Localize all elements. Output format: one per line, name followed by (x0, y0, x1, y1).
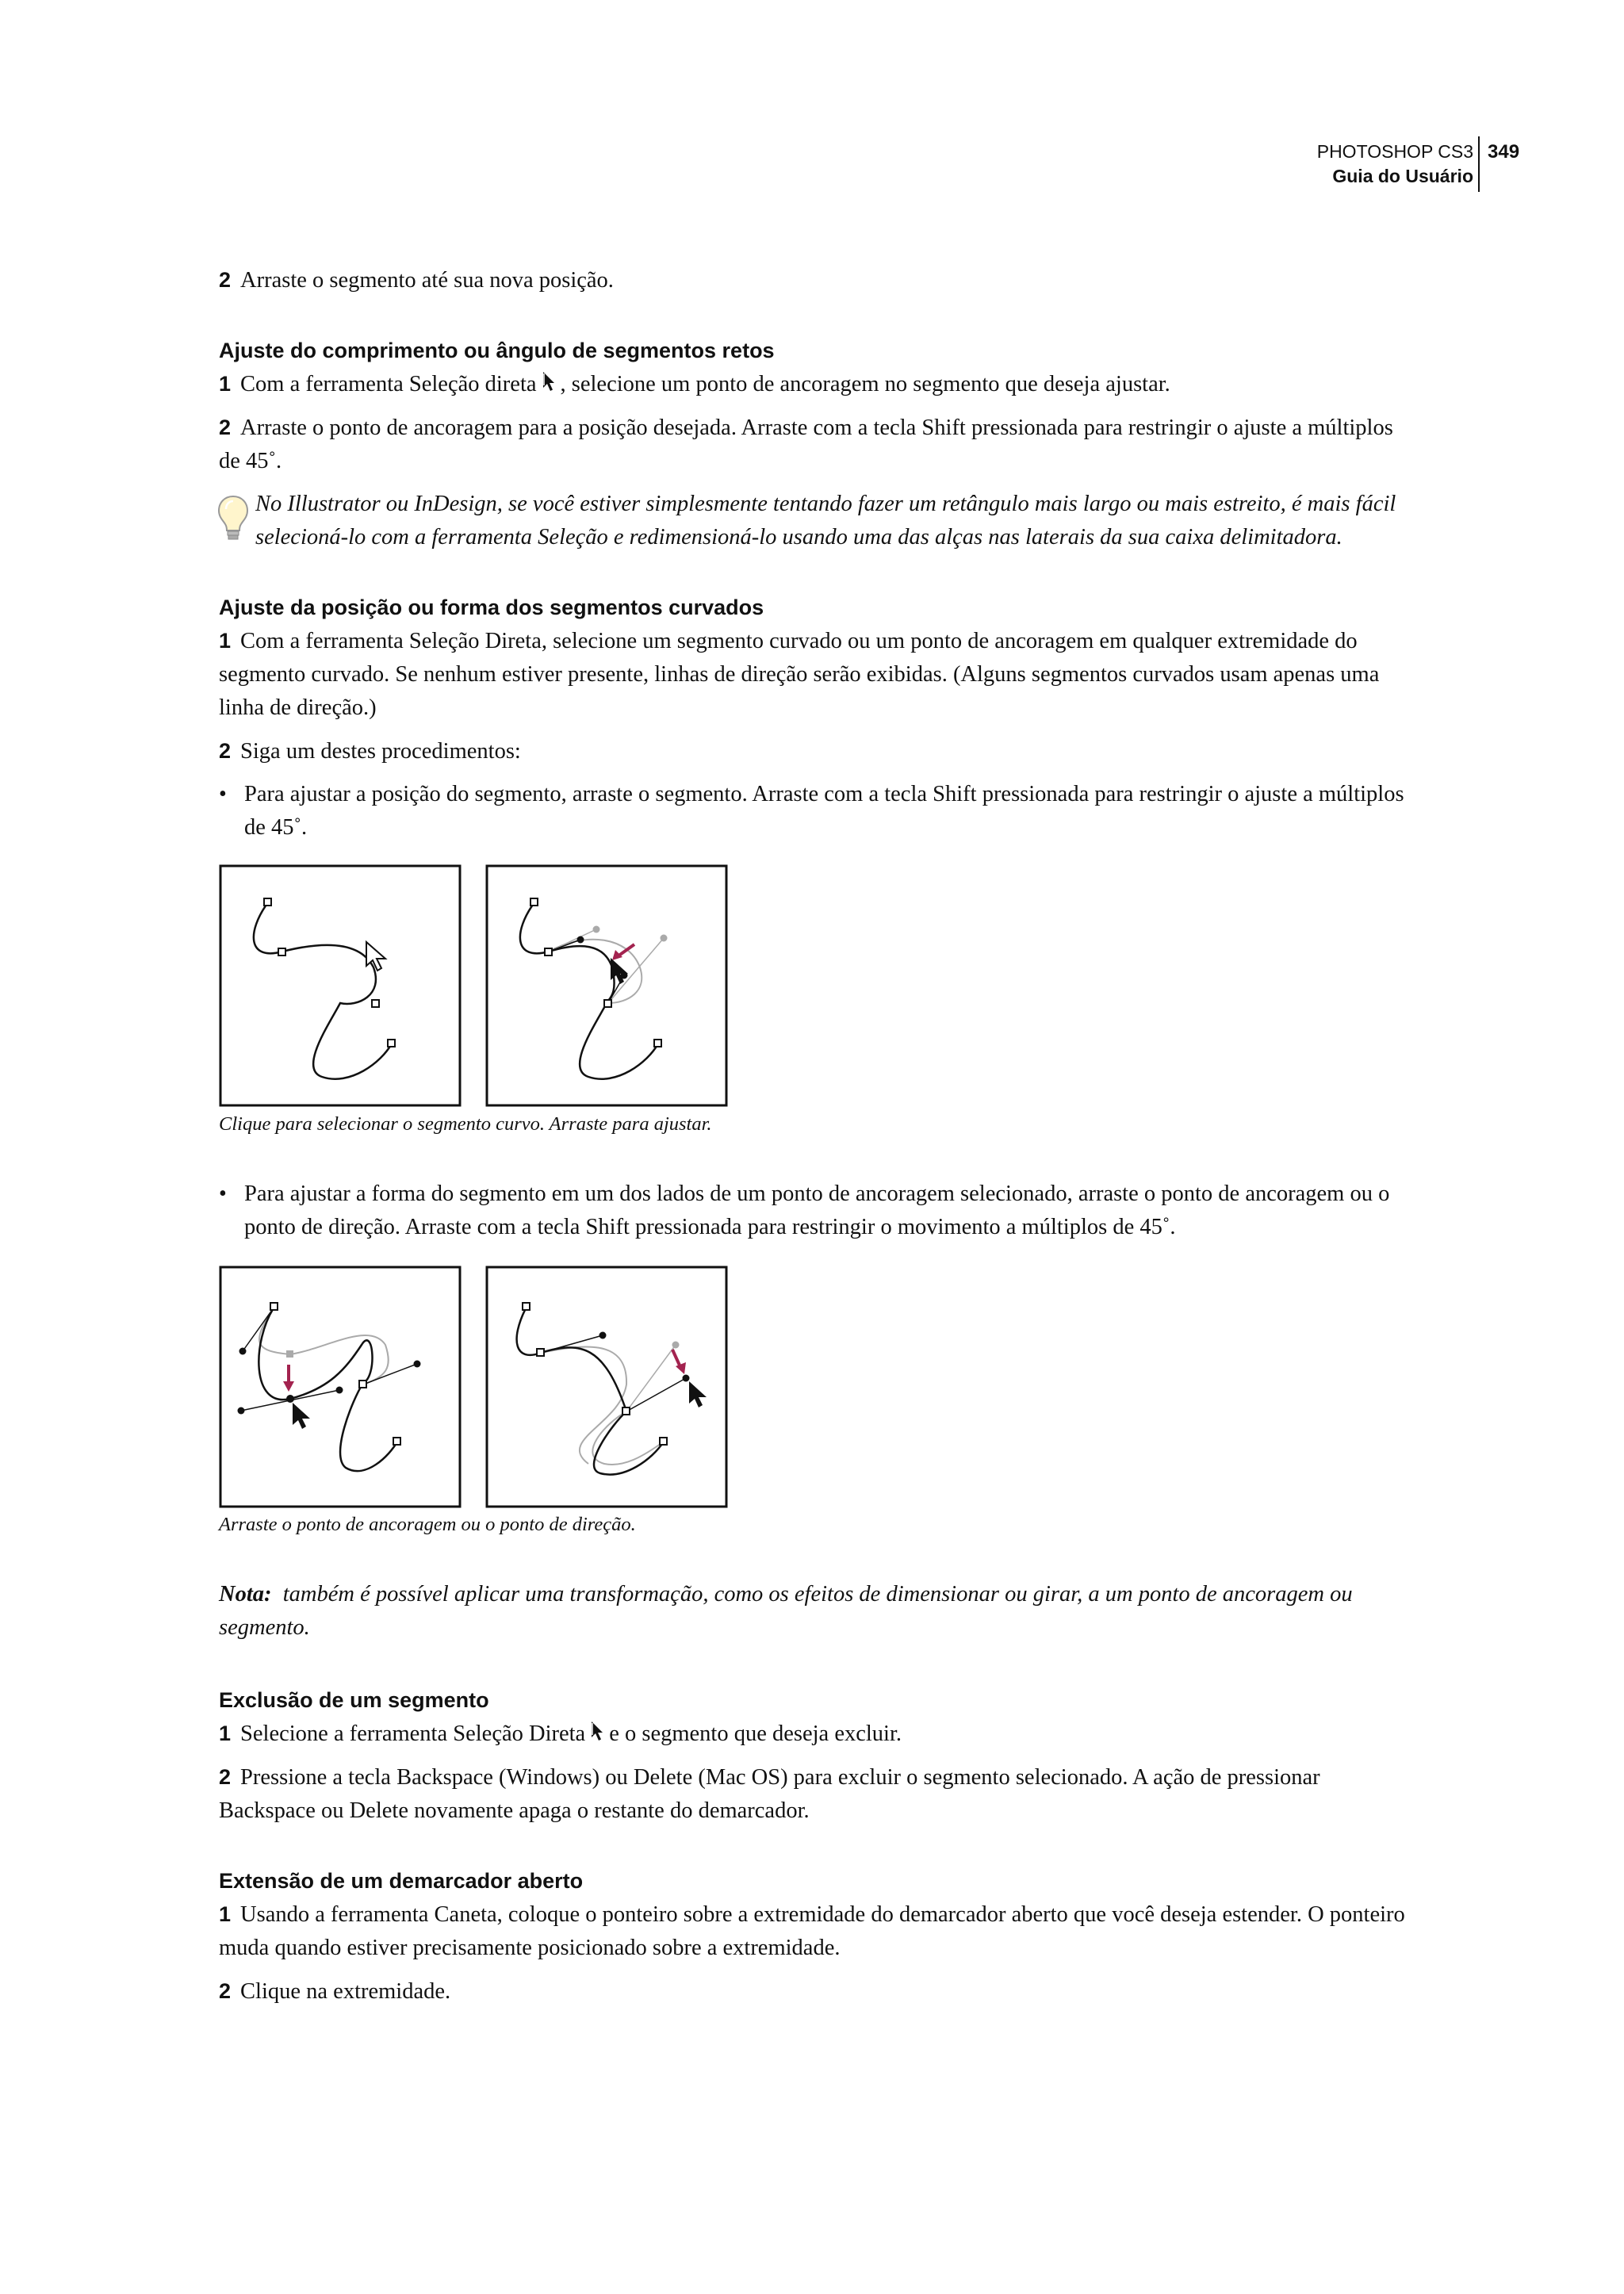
header-product: PHOTOSHOP CS3 (1316, 141, 1473, 162)
step-number: 2 (219, 268, 232, 292)
bullet-text: Para ajustar a forma do segmento em um dos lados de um ponto de ancoragem selecionado, arraste o ponto de ancoragem ou o ponto de direção. Arraste com a tecla Shift pressionada para restringir o movimento a múltiplos de 45˚. (244, 1181, 1390, 1239)
figure-2-right-panel (485, 1266, 728, 1512)
step-text: Siga um destes procedimentos: (240, 739, 521, 764)
step-number: 2 (219, 1979, 232, 2003)
page-number: 349 (1488, 141, 1520, 163)
step-number: 2 (219, 416, 232, 439)
figure-2-left-panel (219, 1266, 462, 1512)
sec4-step-2 (219, 1974, 1408, 2009)
section-title-straight-segments: Ajuste do comprimento ou ângulo de segmentos retos (219, 339, 775, 362)
step-number: 2 (219, 739, 232, 763)
sec2-step-1 (219, 624, 1408, 725)
step-text: Usando a ferramenta Caneta, coloque o ponteiro sobre a extremidade do demarcador aberto que você deseja estender. O ponteiro muda quando estiver precisamente posicionado sobre a extremidade. (219, 1902, 1405, 1960)
direct-selection-tool-icon (540, 370, 557, 404)
bullet-dot: • (219, 782, 227, 806)
section-title-curved-segments: Ajuste da posição ou forma dos segmentos curvados (219, 596, 764, 619)
sec3-step-1 (219, 1717, 1408, 1754)
step-drag-segment (219, 263, 1408, 297)
figure-1-right-panel (485, 864, 728, 1111)
step-number: 1 (219, 1902, 232, 1926)
running-header (1317, 140, 1473, 189)
sec1-step-2 (219, 411, 1408, 478)
note-text: também é possível aplicar uma transformação, como os efeitos de dimensionar ou girar, a um ponto de ancoragem ou segmento. (219, 1582, 1353, 1640)
section-title-extend-path: Extensão de um demarcador aberto (219, 1869, 584, 1893)
figure-1-caption: Clique para selecionar o segmento curvo. Arraste para ajustar. (219, 1113, 712, 1135)
step-number: 1 (219, 372, 232, 396)
lightbulb-tip-icon (216, 493, 251, 546)
step-text-b: , selecione um ponto de ancoragem no segmento que deseja ajustar. (560, 372, 1170, 396)
tip-text: No Illustrator ou InDesign, se você estiver simplesmente tentando fazer um retângulo mais largo ou mais estreito, é mais fácil selecioná-lo com a ferramenta Seleção e redimensioná-lo usando uma das alças nas laterais da sua caixa delimitadora. (255, 492, 1396, 550)
step-number: 1 (219, 1721, 232, 1745)
sec1-step-1 (219, 367, 1408, 404)
sec4-step-1 (219, 1898, 1408, 1965)
figure-2-caption: Arraste o ponto de ancoragem ou o ponto de direção. (219, 1514, 636, 1535)
step-text-b: e o segmento que deseja excluir. (609, 1721, 902, 1746)
header-guide-title: Guia do Usuário (1332, 166, 1473, 186)
step-text: Arraste o segmento até sua nova posição. (240, 268, 614, 293)
sec3-step-2 (219, 1760, 1408, 1828)
step-number: 1 (219, 629, 232, 653)
note-label: Nota: (219, 1582, 272, 1607)
bullet-text: Para ajustar a posição do segmento, arraste o segmento. Arraste com a tecla Shift pressionada para restringir o ajuste a múltiplos de 45˚. (244, 782, 1404, 840)
bullet-adjust-position (219, 778, 1424, 844)
direct-selection-tool-icon (588, 1720, 606, 1754)
section-title-delete-segment: Exclusão de um segmento (219, 1688, 489, 1712)
bullet-adjust-shape (219, 1178, 1424, 1244)
step-text: Clique na extremidade. (240, 1979, 451, 2004)
note (219, 1578, 1408, 1645)
figure-1-left-panel (219, 864, 462, 1111)
step-text-a: Com a ferramenta Seleção direta (240, 372, 537, 396)
step-text: Pressione a tecla Backspace (Windows) ou Delete (Mac OS) para excluir o segmento selecionado. A ação de pressionar Backspace ou Delete novamente apaga o restante do demarcador. (219, 1765, 1320, 1823)
step-text-a: Selecione a ferramenta Seleção Direta (240, 1721, 586, 1746)
step-text: Com a ferramenta Seleção Direta, selecione um segmento curvado ou um ponto de ancoragem em qualquer extremidade do segmento curvado. Se nenhum estiver presente, linhas de direção serão exibidas. (Alguns segmentos curvados usam apenas uma linha de direção.) (219, 629, 1380, 720)
step-text: Arraste o ponto de ancoragem para a posição desejada. Arraste com a tecla Shift pressionada para restringir o ajuste a múltiplos de 45˚. (219, 416, 1393, 473)
header-divider (1478, 136, 1480, 192)
sec2-step-2 (219, 734, 1408, 768)
bullet-dot: • (219, 1181, 227, 1206)
step-number: 2 (219, 1765, 232, 1789)
